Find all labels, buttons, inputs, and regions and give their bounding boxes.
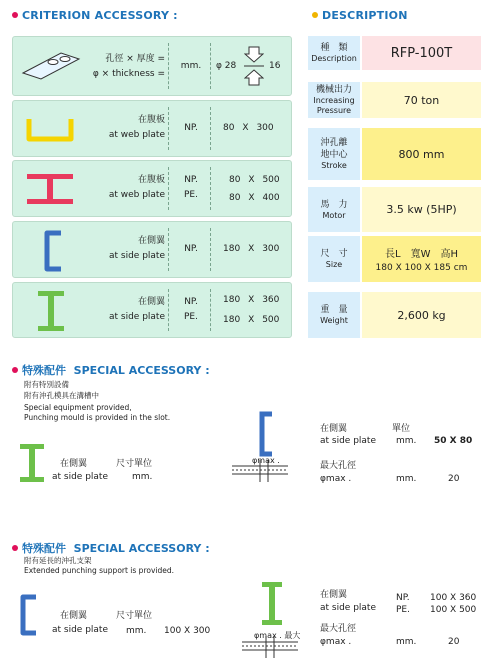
special2-left-label-en: at side plate [52,625,108,635]
special1-note: 附有特別設備 [24,380,69,389]
special1-phi-label: φmax . [252,456,280,465]
special1-max-unit: mm. [396,474,417,484]
criterion-label-cn: 在腹板 [137,115,165,125]
criterion-value-phi: φ 28 [216,61,237,71]
special1-right-label-en: at side plate [320,436,376,446]
special1-left-label-en: at side plate [52,472,108,482]
bullet-icon [12,367,18,373]
criterion-label-cn: 在側翼 [137,297,165,307]
special2-np: NP. [396,593,410,603]
criterion-value-thickness: 16 [269,61,281,71]
special2-max-unit: mm. [396,637,417,647]
i-beam-icon [19,443,45,483]
special1-right-size: 50 X 80 [434,436,473,446]
special1-max-en: φmax . [320,474,352,484]
criterion-value: 180 X 500 [223,315,280,325]
special2-note: Extended punching support is provided. [24,566,174,575]
desc-row-size: 尺 寸 Size 長L 寬W 高H 180 X 100 X 185 cm [308,236,481,282]
criterion-row-plate [12,36,292,96]
criterion-label-cn: 孔徑 × 厚度 = [105,54,165,64]
special1-note: 附有沖孔模具在溝槽中 [24,391,99,400]
c-channel-icon [41,229,71,273]
special2-right-label-en: at side plate [320,603,376,613]
desc-row-pressure: 機械出力 Increasing Pressure 70 ton [308,82,481,118]
special1-right-label-cn: 在側翼 [320,424,348,434]
special2-pe: PE. [396,605,410,615]
bullet-icon [12,12,18,18]
criterion-label-cn: 在腹板 [137,175,165,185]
special2-max-val: 20 [448,637,460,647]
criterion-row-u-channel [12,100,292,157]
criterion-label-en: φ × thickness = [92,69,165,79]
bullet-icon [312,12,318,18]
i-beam-icon [36,289,66,333]
desc-row-weight: 重 量 Weight 2,600 kg [308,292,481,338]
special1-max-val: 20 [448,474,460,484]
special1-left-unit-cn: 尺寸單位 [116,459,153,469]
criterion-row-c-channel [12,221,292,278]
special2-left-size: 100 X 300 [164,626,211,636]
criterion-value: 180 X 300 [223,244,280,254]
criterion-label-en: at web plate [108,190,165,200]
special1-right-unit-cn: 單位 [392,424,411,434]
special2-np-val: 100 X 360 [430,593,477,603]
punch-die-diagram-icon [240,580,300,660]
special2-right-label-cn: 在側翼 [320,590,348,600]
special2-max-en: φmax . [320,637,352,647]
criterion-value: 80 X 500 [229,175,280,185]
desc-value: 3.5 kw (5HP) [362,187,481,232]
criterion-unit: NP. [184,244,198,254]
criterion-value: 180 X 360 [223,295,280,305]
special2-left-unit-cn: 尺寸單位 [116,611,153,621]
desc-row-model: 種 類 Description RFP-100T [308,36,481,70]
special1-title: 特殊配件 SPECIAL ACCESSORY : [12,362,210,378]
criterion-unit: NP. PE. [184,297,198,322]
special2-pe-val: 100 X 500 [430,605,477,615]
desc-value: 70 ton [362,82,481,118]
special1-right-unit-en: mm. [396,436,417,446]
u-channel-icon [25,115,75,145]
criterion-label-cn: 在側翼 [137,236,165,246]
special1-note: Punching mould is provided in the slot. [24,413,171,422]
desc-value: 800 mm [362,128,481,180]
criterion-unit: NP. PE. [184,175,198,200]
criterion-row-i-beam [12,282,292,338]
description-title: DESCRIPTION [312,9,408,22]
criterion-value: 80 X 400 [229,193,280,203]
flat-plate-icon [21,51,81,81]
criterion-title: CRITERION ACCESSORY : [12,9,178,22]
special1-max-cn: 最大孔徑 [320,461,357,471]
criterion-label-en: at side plate [109,251,165,261]
h-beam-icon [25,172,75,206]
punch-die-diagram-icon [230,410,290,485]
c-channel-icon [18,594,42,636]
special2-phi-label: φmax . 最大 [254,631,301,640]
criterion-row-h-beam [12,160,292,217]
bullet-icon [12,545,18,551]
special2-left-unit-en: mm. [126,626,147,636]
special2-title: 特殊配件 SPECIAL ACCESSORY : [12,540,210,556]
special1-left-label-cn: 在側翼 [60,459,88,469]
criterion-unit: NP. [184,123,198,133]
description-table [308,36,481,338]
desc-value: RFP-100T [362,36,481,70]
criterion-value: 80 X 300 [223,123,274,133]
criterion-unit: mm. [180,61,202,71]
criterion-label-en: at side plate [109,312,165,322]
press-arrows-icon [244,46,264,86]
desc-row-motor: 馬 力 Motor 3.5 kw (5HP) [308,187,481,232]
special2-max-cn: 最大孔徑 [320,624,357,634]
special2-left-label-cn: 在側翼 [60,611,88,621]
special1-left-unit-en: mm. [132,472,153,482]
special2-note: 附有延長的沖孔支架 [24,556,92,565]
criterion-label-en: at web plate [108,130,165,140]
special1-note: Special equipment provided, [24,403,132,412]
desc-value: 2,600 kg [362,292,481,338]
desc-value: 長L 寬W 高H 180 X 100 X 185 cm [362,236,481,282]
desc-row-stroke: 沖孔離 地中心 Stroke 800 mm [308,128,481,180]
